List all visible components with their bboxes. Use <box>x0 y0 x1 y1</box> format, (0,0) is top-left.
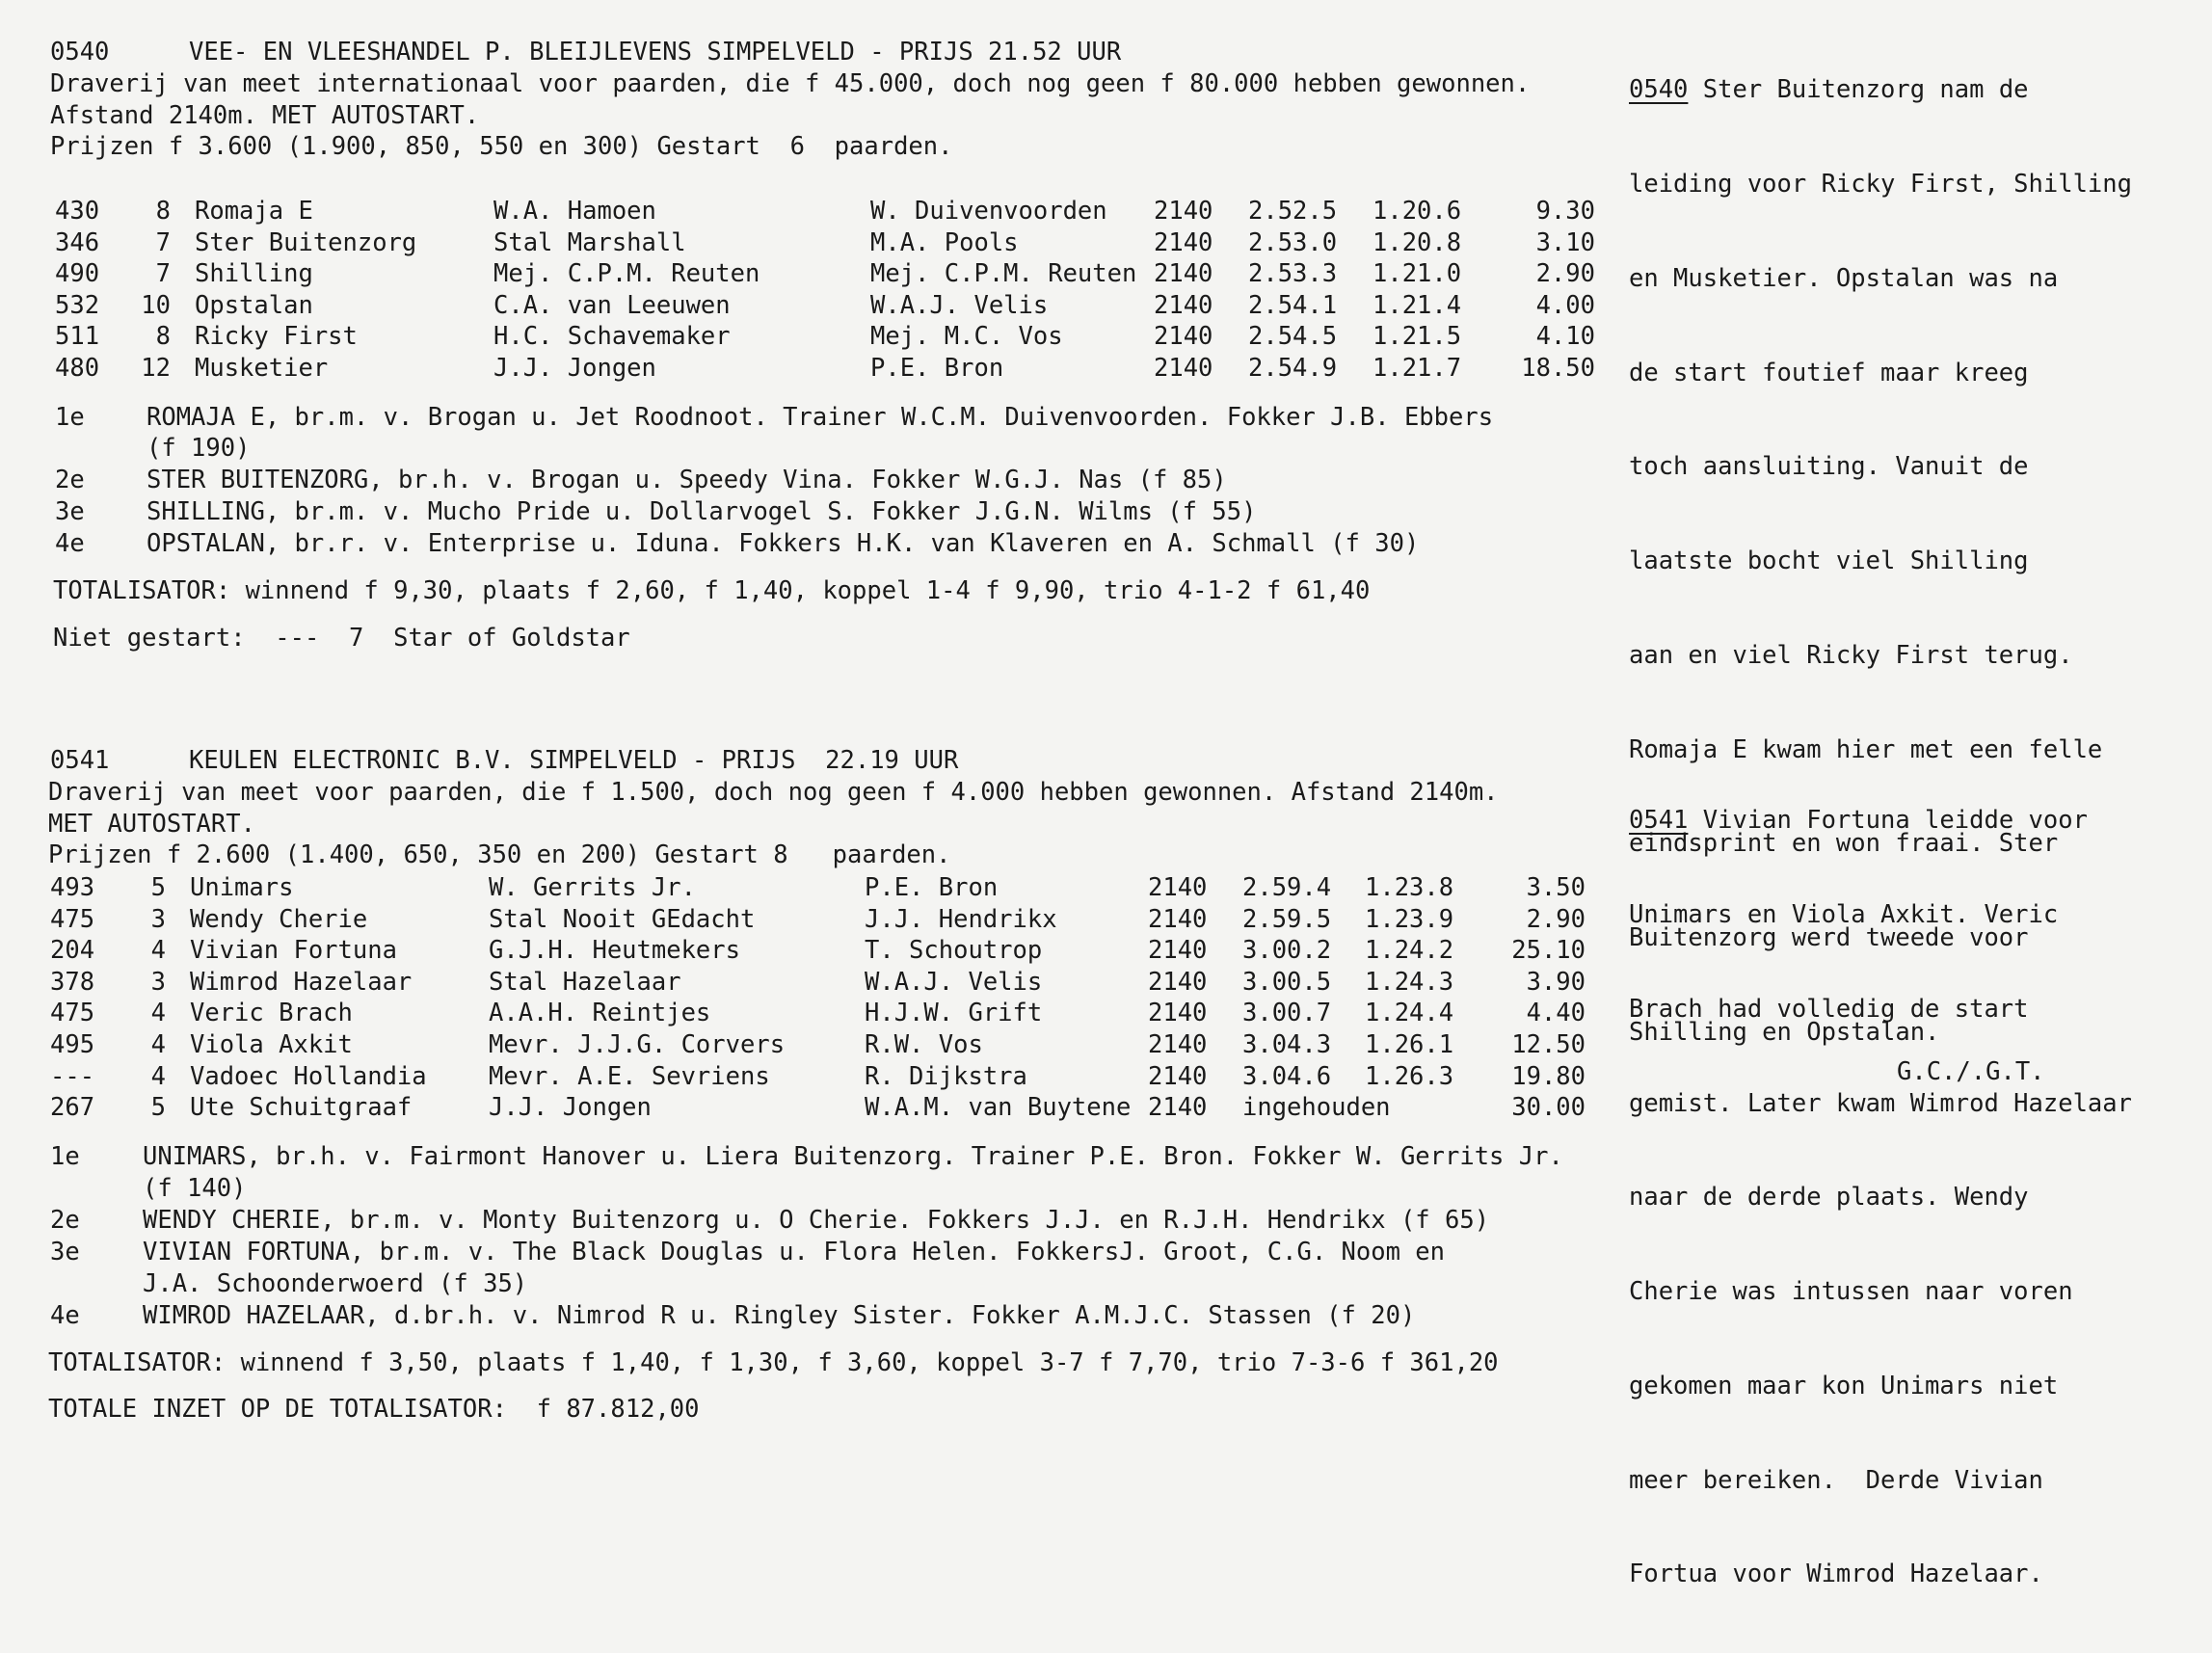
cell-owner: W.A. Hamoen <box>493 197 656 226</box>
race-distance: MET AUTOSTART. <box>48 810 255 839</box>
cell-owner: H.C. Schavemaker <box>493 322 731 352</box>
table-row <box>55 290 1597 325</box>
comment-line: Shilling en Opstalan. <box>1629 1018 1940 1047</box>
cell-odds: 12.50 <box>1511 1030 1586 1059</box>
place-text-cont: (f 190) <box>147 434 251 463</box>
cell-driver: M.A. Pools <box>870 227 1019 257</box>
comment-line: naar de derde plaats. Wendy <box>1629 1183 2029 1213</box>
table-row <box>55 322 1597 356</box>
place-label: 1e <box>50 1142 80 1171</box>
cell-time: 2.53.0 <box>1248 227 1338 257</box>
race-title: KEULEN ELECTRONIC B.V. SIMPELVELD - PRIJS 22.19 UUR <box>189 746 959 775</box>
cell-time: 3.04.6 <box>1242 1061 1332 1091</box>
cell-time: 2.59.4 <box>1242 873 1332 902</box>
place-label: 4e <box>55 529 85 558</box>
table-row <box>55 197 1597 230</box>
cell-km-time: 1.26.1 <box>1365 1030 1454 1059</box>
cell-age: 4 <box>150 999 166 1028</box>
cell-program-number: 490 <box>55 259 100 289</box>
cell-program-number: 430 <box>55 197 100 226</box>
cell-km-time: 1.26.3 <box>1365 1061 1454 1091</box>
cell-horse: Veric Brach <box>190 999 353 1028</box>
cell-odds: 4.00 <box>1535 290 1595 320</box>
cell-driver: Mej. M.C. Vos <box>870 322 1063 352</box>
cell-owner: Stal Marshall <box>493 227 686 257</box>
cell-distance: 2140 <box>1148 1061 1208 1091</box>
cell-driver: W.A.J. Velis <box>865 967 1043 997</box>
cell-owner: C.A. van Leeuwen <box>493 290 731 320</box>
cell-km-time: 1.21.7 <box>1373 354 1462 383</box>
cell-horse: Wendy Cherie <box>190 904 368 934</box>
comment-number: 0540 <box>1629 75 1689 105</box>
cell-time: 2.54.9 <box>1248 354 1338 383</box>
cell-horse: Ute Schuitgraaf <box>190 1093 413 1123</box>
cell-horse: Vadoec Hollandia <box>190 1061 427 1091</box>
place-text: VIVIAN FORTUNA, br.m. v. The Black Douglas u. Flora Helen. FokkersJ. Groot, C.G. Noom en <box>143 1238 1446 1266</box>
place-text: UNIMARS, br.h. v. Fairmont Hanover u. Liera Buitenzorg. Trainer P.E. Bron. Fokker W. Gerrits Jr. <box>143 1142 1563 1171</box>
cell-owner: W. Gerrits Jr. <box>489 873 696 902</box>
cell-age: 7 <box>155 259 171 289</box>
cell-time: 2.52.5 <box>1248 197 1338 226</box>
cell-distance: 2140 <box>1154 227 1213 257</box>
cell-driver: H.J.W. Grift <box>865 999 1043 1028</box>
table-row <box>55 354 1597 387</box>
cell-program-number: 532 <box>55 290 100 320</box>
race-number: 0540 <box>50 38 110 67</box>
cell-km-time: 1.24.2 <box>1365 936 1454 966</box>
cell-horse: Ricky First <box>195 322 358 352</box>
cell-age: 12 <box>141 354 171 383</box>
place-label: 3e <box>50 1238 80 1266</box>
race-prizes: Prijzen f 2.600 (1.400, 650, 350 en 200) Gestart 8 paarden. <box>48 840 951 869</box>
cell-km-time: 1.23.8 <box>1365 873 1454 902</box>
cell-odds: 2.90 <box>1535 259 1595 289</box>
cell-owner: Stal Hazelaar <box>489 967 681 997</box>
cell-owner: A.A.H. Reintjes <box>489 999 711 1028</box>
place-label: 4e <box>50 1301 80 1330</box>
place-text: SHILLING, br.m. v. Mucho Pride u. Dollarvogel S. Fokker J.G.N. Wilms (f 55) <box>147 497 1257 526</box>
comment-line: laatste bocht viel Shilling <box>1629 547 2029 576</box>
cell-horse: Unimars <box>190 873 294 902</box>
place-text: OPSTALAN, br.r. v. Enterprise u. Iduna. Fokkers H.K. van Klaveren en A. Schmall (f 30) <box>147 529 1420 558</box>
table-row <box>55 227 1597 262</box>
cell-owner: Stal Nooit GEdacht <box>489 904 756 934</box>
cell-age: 5 <box>150 1093 166 1123</box>
signature: G.C./.G.T. <box>1897 1057 2045 1086</box>
place-label: 2e <box>55 466 85 494</box>
cell-age: 5 <box>150 873 166 902</box>
comment-line: meer bereiken. Derde Vivian <box>1629 1465 2043 1495</box>
totalisator: TOTALISATOR: winnend f 3,50, plaats f 1,40, f 1,30, f 3,60, koppel 3-7 f 7,70, trio 7-3-6 f 361,20 <box>48 1348 1499 1377</box>
cell-distance: 2140 <box>1148 904 1208 934</box>
cell-horse: Shilling <box>195 259 313 289</box>
comment-line: Buitenzorg werd tweede voor <box>1629 923 2029 953</box>
cell-horse: Wimrod Hazelaar <box>190 967 413 997</box>
cell-odds: 18.50 <box>1521 354 1595 383</box>
cell-distance: 2140 <box>1154 259 1213 289</box>
cell-km-time: 1.20.6 <box>1373 197 1462 226</box>
cell-distance: 2140 <box>1148 967 1208 997</box>
cell-age: 4 <box>150 1061 166 1091</box>
place-text: ROMAJA E, br.m. v. Brogan u. Jet Roodnoot. Trainer W.C.M. Duivenvoorden. Fokker J.B. Ebbers <box>147 403 1494 432</box>
cell-driver: P.E. Bron <box>870 354 1004 383</box>
cell-distance: 2140 <box>1148 873 1208 902</box>
cell-horse: Opstalan <box>195 290 313 320</box>
not-started: Niet gestart: --- 7 Star of Goldstar <box>53 624 630 653</box>
cell-driver: W.A.J. Velis <box>870 290 1049 320</box>
place-text: STER BUITENZORG, br.h. v. Brogan u. Speedy Vina. Fokker W.G.J. Nas (f 85) <box>147 466 1227 494</box>
cell-driver: P.E. Bron <box>865 873 999 902</box>
cell-age: 7 <box>155 227 171 257</box>
comment-line: Unimars en Viola Axkit. Veric <box>1629 899 2059 929</box>
cell-driver: W.A.M. van Buytene <box>865 1093 1132 1123</box>
comment-line: gekomen maar kon Unimars niet <box>1629 1371 2059 1400</box>
race-comment <box>1629 742 2132 1653</box>
cell-owner: G.J.H. Heutmekers <box>489 936 740 966</box>
cell-program-number: 511 <box>55 322 100 352</box>
table-row <box>50 967 1592 1001</box>
cell-odds: 4.40 <box>1526 999 1586 1028</box>
race-title: VEE- EN VLEESHANDEL P. BLEIJLEVENS SIMPELVELD - PRIJS 21.52 UUR <box>189 38 1122 67</box>
place-text-cont: (f 140) <box>143 1174 247 1203</box>
cell-odds: 25.10 <box>1511 936 1586 966</box>
comment-line: Vivian Fortuna leidde voor <box>1688 806 2088 836</box>
cell-odds: 30.00 <box>1511 1093 1586 1123</box>
cell-km-time: 1.21.4 <box>1373 290 1462 320</box>
cell-age: 3 <box>150 904 166 934</box>
cell-owner: J.J. Jongen <box>493 354 656 383</box>
cell-odds: 4.10 <box>1535 322 1595 352</box>
race-prizes: Prijzen f 3.600 (1.900, 850, 550 en 300) Gestart 6 paarden. <box>50 132 953 161</box>
cell-horse: Viola Axkit <box>190 1030 353 1059</box>
cell-time: 2.54.5 <box>1248 322 1338 352</box>
cell-distance: 2140 <box>1148 936 1208 966</box>
cell-driver: R. Dijkstra <box>865 1061 1027 1091</box>
cell-program-number: 475 <box>50 999 95 1028</box>
cell-time: ingehouden <box>1242 1093 1391 1123</box>
cell-time: 3.00.2 <box>1242 936 1332 966</box>
cell-driver: W. Duivenvoorden <box>870 197 1107 226</box>
cell-time: 2.54.1 <box>1248 290 1338 320</box>
cell-owner: Mej. C.P.M. Reuten <box>493 259 760 289</box>
cell-horse: Ster Buitenzorg <box>195 227 417 257</box>
cell-distance: 2140 <box>1148 1093 1208 1123</box>
cell-odds: 2.90 <box>1526 904 1586 934</box>
cell-km-time: 1.24.4 <box>1365 999 1454 1028</box>
cell-time: 3.04.3 <box>1242 1030 1332 1059</box>
cell-age: 4 <box>150 1030 166 1059</box>
cell-distance: 2140 <box>1148 999 1208 1028</box>
table-row <box>50 1061 1592 1096</box>
cell-program-number: 204 <box>50 936 95 966</box>
cell-distance: 2140 <box>1148 1030 1208 1059</box>
cell-owner: J.J. Jongen <box>489 1093 652 1123</box>
table-row <box>50 936 1592 970</box>
table-row <box>50 873 1592 907</box>
comment-line: Ster Buitenzorg nam de <box>1688 75 2029 105</box>
cell-time: 3.00.7 <box>1242 999 1332 1028</box>
comment-number: 0541 <box>1629 806 1689 836</box>
race-number: 0541 <box>50 746 110 775</box>
cell-driver: R.W. Vos <box>865 1030 983 1059</box>
comment-line: Cherie was intussen naar voren <box>1629 1277 2073 1307</box>
cell-odds: 19.80 <box>1511 1061 1586 1091</box>
cell-program-number: 493 <box>50 873 95 902</box>
comment-line: Romaja E kwam hier met een felle <box>1629 734 2103 764</box>
comment-line: eindsprint en won fraai. Ster <box>1629 829 2059 859</box>
comment-line: de start foutief maar kreeg <box>1629 358 2029 387</box>
cell-driver: J.J. Hendrikx <box>865 904 1057 934</box>
comment-line: Fortua voor Wimrod Hazelaar. <box>1629 1560 2043 1589</box>
table-row <box>50 904 1592 939</box>
totalisator: TOTALISATOR: winnend f 9,30, plaats f 2,60, f 1,40, koppel 1-4 f 9,90, trio 4-1-2 f 61,40 <box>53 576 1371 605</box>
comment-line: toch aansluiting. Vanuit de <box>1629 452 2029 482</box>
comment-line: leiding voor Ricky First, Shilling <box>1629 169 2132 199</box>
race-conditions: Draverij van meet internationaal voor paarden, die f 45.000, doch nog geen f 80.000 hebben gewonnen. <box>50 69 1531 98</box>
cell-age: 8 <box>155 197 171 226</box>
cell-time: 2.53.3 <box>1248 259 1338 289</box>
cell-horse: Musketier <box>195 354 329 383</box>
cell-owner: Mevr. A.E. Sevriens <box>489 1061 770 1091</box>
table-row <box>50 1030 1592 1064</box>
cell-odds: 3.10 <box>1535 227 1595 257</box>
cell-distance: 2140 <box>1154 354 1213 383</box>
cell-program-number: 378 <box>50 967 95 997</box>
place-text-cont: J.A. Schoonderwoerd (f 35) <box>143 1269 528 1298</box>
cell-age: 8 <box>155 322 171 352</box>
cell-odds: 3.50 <box>1526 873 1586 902</box>
cell-distance: 2140 <box>1154 197 1213 226</box>
cell-odds: 9.30 <box>1535 197 1595 226</box>
place-text: WIMROD HAZELAAR, d.br.h. v. Nimrod R u. Ringley Sister. Fokker A.M.J.C. Stassen (f 20) <box>143 1301 1416 1330</box>
cell-time: 3.00.5 <box>1242 967 1332 997</box>
cell-program-number: 480 <box>55 354 100 383</box>
place-label: 2e <box>50 1206 80 1235</box>
cell-driver: T. Schoutrop <box>865 936 1043 966</box>
cell-distance: 2140 <box>1154 322 1213 352</box>
comment-line: gemist. Later kwam Wimrod Hazelaar <box>1629 1088 2132 1118</box>
place-label: 3e <box>55 497 85 526</box>
cell-distance: 2140 <box>1154 290 1213 320</box>
cell-driver: Mej. C.P.M. Reuten <box>870 259 1137 289</box>
comment-line: Brach had volledig de start <box>1629 994 2029 1024</box>
cell-program-number: 495 <box>50 1030 95 1059</box>
cell-age: 10 <box>141 290 171 320</box>
cell-time: 2.59.5 <box>1242 904 1332 934</box>
table-row <box>50 1093 1592 1127</box>
cell-program-number: 267 <box>50 1093 95 1123</box>
cell-program-number: 346 <box>55 227 100 257</box>
cell-program-number: --- <box>50 1061 95 1091</box>
cell-odds: 3.90 <box>1526 967 1586 997</box>
cell-km-time: 1.24.3 <box>1365 967 1454 997</box>
cell-km-time: 1.21.0 <box>1373 259 1462 289</box>
race-distance: Afstand 2140m. MET AUTOSTART. <box>50 101 480 130</box>
cell-km-time: 1.20.8 <box>1373 227 1462 257</box>
cell-owner: Mevr. J.J.G. Corvers <box>489 1030 786 1059</box>
comment-line: en Musketier. Opstalan was na <box>1629 263 2059 293</box>
total-stake: TOTALE INZET OP DE TOTALISATOR: f 87.812,00 <box>48 1395 700 1424</box>
table-row <box>50 1001 1592 1032</box>
cell-age: 3 <box>150 967 166 997</box>
cell-horse: Vivian Fortuna <box>190 936 397 966</box>
cell-program-number: 475 <box>50 904 95 934</box>
race-conditions: Draverij van meet voor paarden, die f 1.500, doch nog geen f 4.000 hebben gewonnen. Afstand 2140m. <box>48 778 1499 807</box>
table-row <box>55 259 1597 293</box>
cell-km-time: 1.21.5 <box>1373 322 1462 352</box>
place-text: WENDY CHERIE, br.m. v. Monty Buitenzorg u. O Cherie. Fokkers J.J. en R.J.H. Hendrikx (f 65) <box>143 1206 1490 1235</box>
place-label: 1e <box>55 403 85 432</box>
comment-line: aan en viel Ricky First terug. <box>1629 640 2073 670</box>
cell-horse: Romaja E <box>195 197 313 226</box>
cell-age: 4 <box>150 936 166 966</box>
cell-km-time: 1.23.9 <box>1365 904 1454 934</box>
